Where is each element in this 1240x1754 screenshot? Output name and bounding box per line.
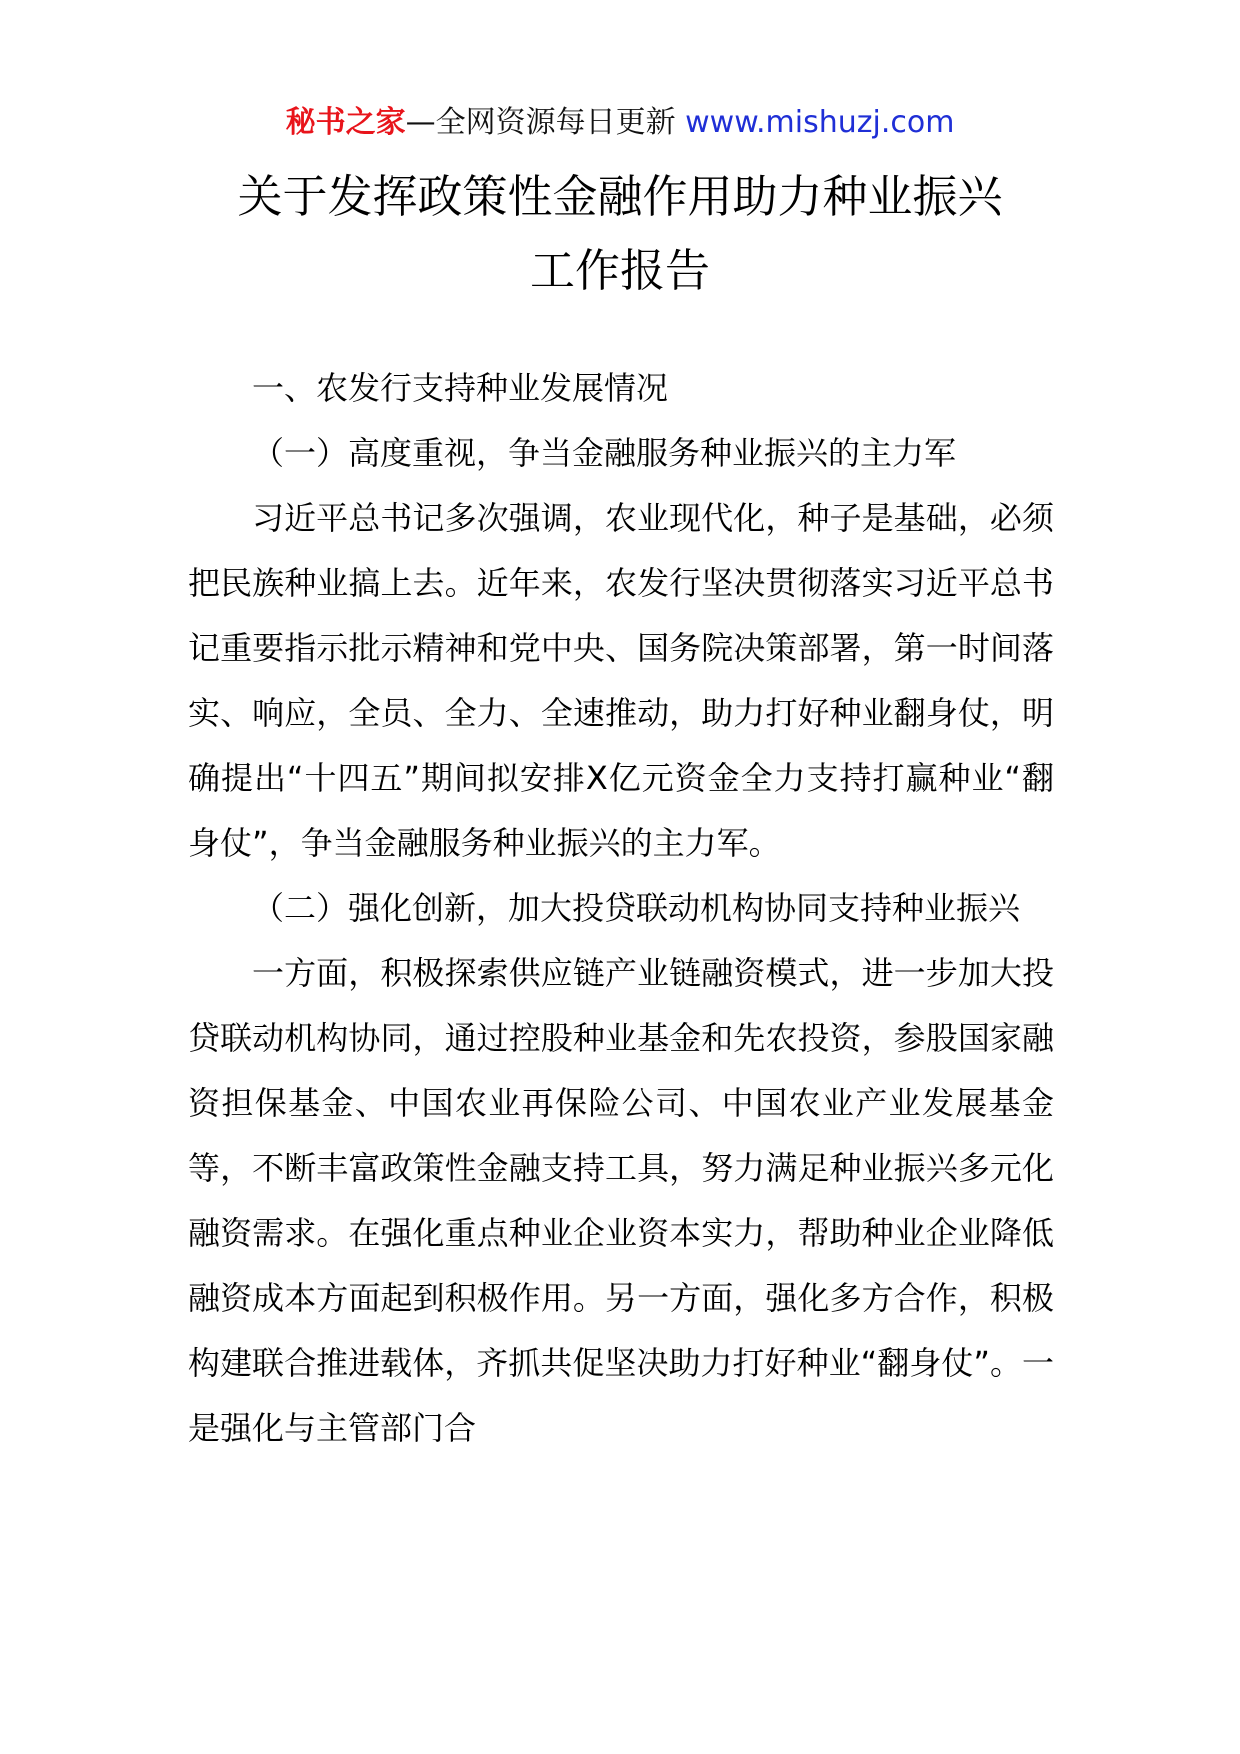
document-body xyxy=(188,356,1054,1461)
body-paragraph-2: 一方面，积极探索供应链产业链融资模式，进一步加大投贷联动机构协同，通过控股种业基金和先农投资，参股国家融资担保基金、中国农业再保险公司、中国农业产业发展基金等，不断丰富政策性金融支持工具，努力满足种业振兴多元化融资需求。在强化重点种业企业资本实力，帮助种业企业降低融资成本方面起到积极作用。另一方面，强化多方合作，积极构建联合推进载体，齐抓共促坚决助力打好种业“翻身仗”。一是强化与主管部门合 xyxy=(188,954,1054,1447)
body-paragraph-1: 习近平总书记多次强调，农业现代化，种子是基础，必须把民族种业搞上去。近年来，农发行坚决贯彻落实习近平总书记重要指示批示精神和党中央、国务院决策部署，第一时间落实、响应，全员、全力、全速推动，助力打好种业翻身仗，明确提出“十四五”期间拟安排X亿元资金全力支持打赢种业“翻身仗”，争当金融服务种业振兴的主力军。 xyxy=(188,499,1054,862)
section-heading: 一、农发行支持种业发展情况 xyxy=(252,369,669,407)
title-line-2: 工作报告 xyxy=(529,244,710,297)
title-line-1: 关于发挥政策性金融作用助力种业振兴 xyxy=(237,170,1003,223)
brand-name: 秘书之家 xyxy=(285,105,406,140)
subsection-heading-2: （二）强化创新，加大投贷联动机构协同支持种业振兴 xyxy=(252,889,1021,927)
document-title xyxy=(0,160,1240,308)
subsection-heading-1: （一）高度重视，争当金融服务种业振兴的主力军 xyxy=(252,434,957,472)
site-url-link[interactable]: www.mishuzj.com xyxy=(685,105,955,140)
site-tagline: —全网资源每日更新 xyxy=(405,105,686,140)
site-header xyxy=(0,100,1240,146)
